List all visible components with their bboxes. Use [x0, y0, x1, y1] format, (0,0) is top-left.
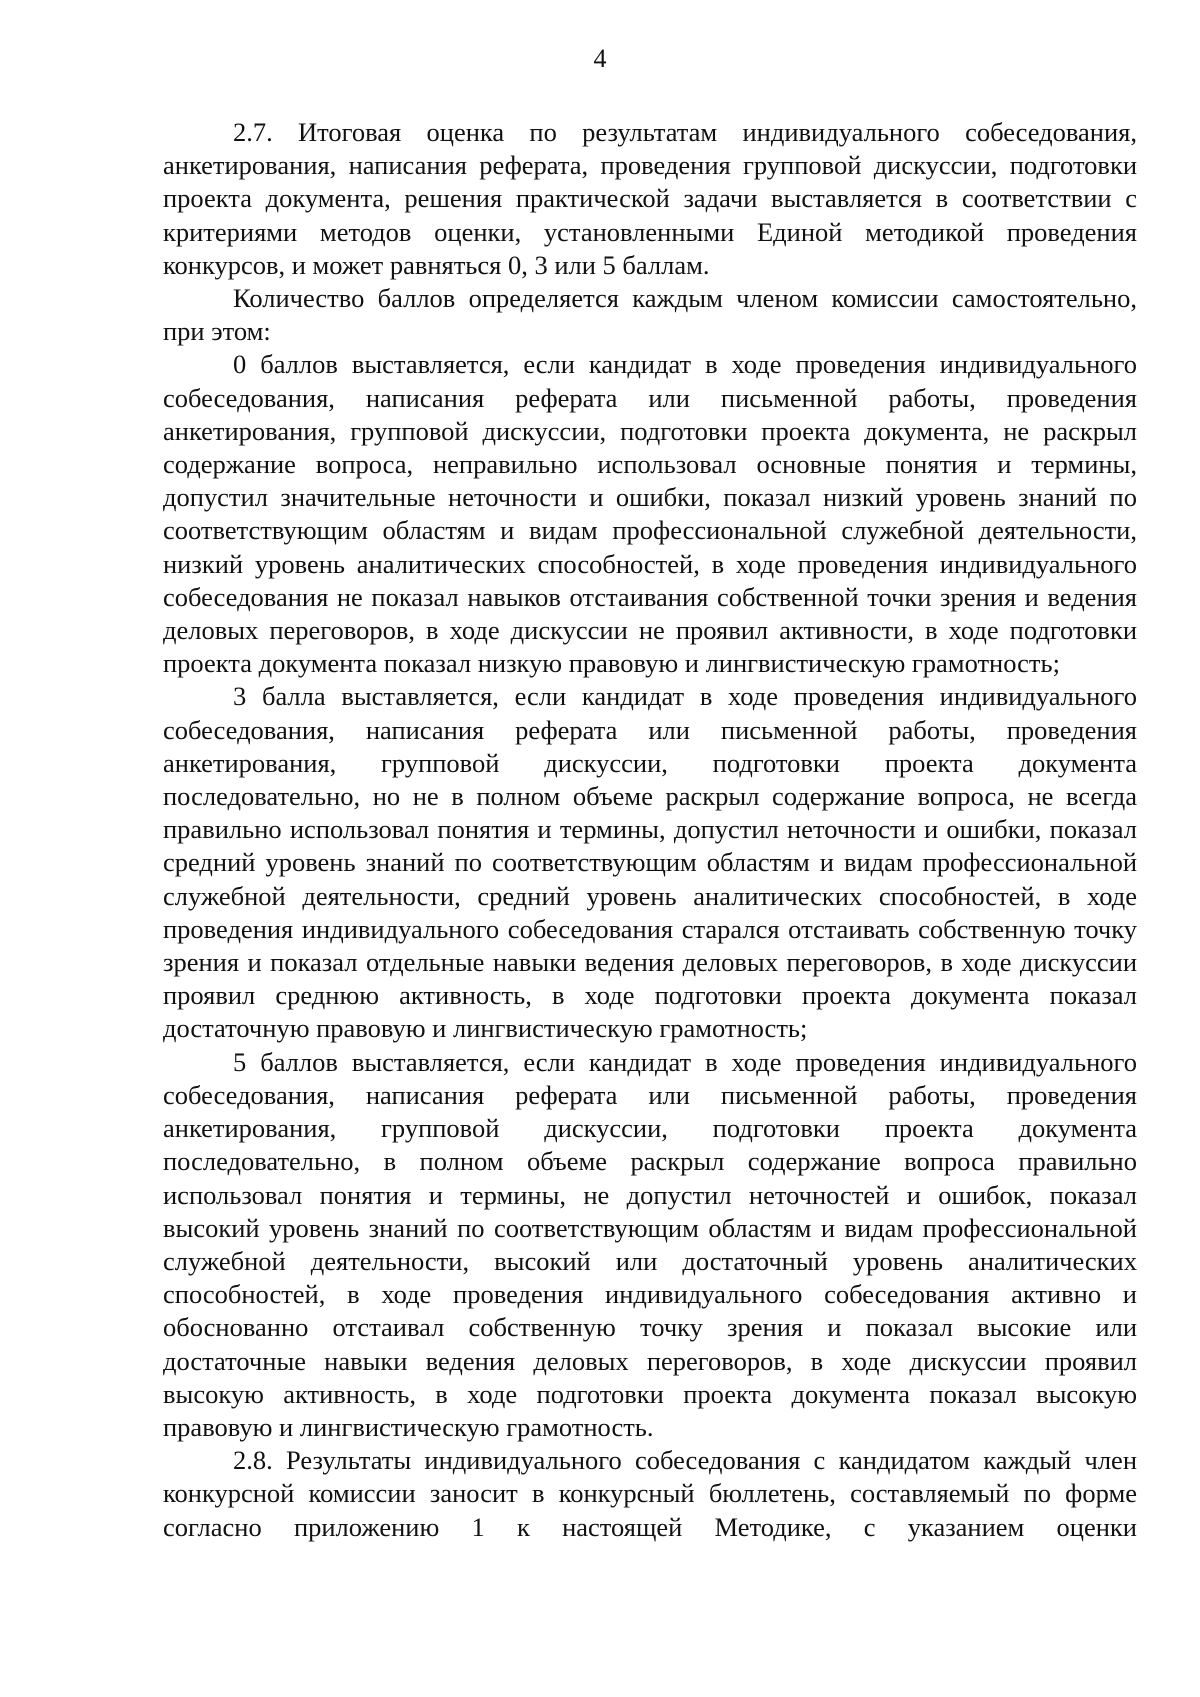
paragraph-2-8: 2.8. Результаты индивидуального собеседования с кандидатом каждый член конкурсной комиссии заносит в конкурсный бюллетень, составляемый по форме согласно приложению 1 к настоящей Методике, с указанием оценки [163, 1445, 1137, 1542]
paragraph-zero-points: 0 баллов выставляется, если кандидат в ходе проведения индивидуального собеседования, написания реферата или письменной работы, проведения анкетирования, групповой дискуссии, подготовки проекта документа, не раскрыл содержание вопроса, неправильно использовал основные понятия и термины, допустил значительные неточности и ошибки, показал низкий уровень знаний по соответствующим областям и видам профессиональной служебной деятельности, низкий уровень аналитических способностей, в ходе проведения индивидуального собеседования не показал навыков отстаивания собственной точки зрения и ведения деловых переговоров, в ходе дискуссии не проявил активности, в ходе подготовки проекта документа показал низкую правовую и лингвистическую грамотность; [163, 349, 1137, 679]
paragraph-five-points: 5 баллов выставляется, если кандидат в ходе проведения индивидуального собеседования, написания реферата или письменной работы, проведения анкетирования, групповой дискуссии, подготовки проекта документа последовательно, в полном объеме раскрыл содержание вопроса правильно использовал понятия и термины, не допустил неточностей и ошибок, показал высокий уровень знаний по соответствующим областям и видам профессиональной служебной деятельности, высокий или достаточный уровень аналитических способностей, в ходе проведения индивидуального собеседования активно и обоснованно отстаивал собственную точку зрения и показал высокие или достаточные навыки ведения деловых переговоров, в ходе дискуссии проявил высокую активность, в ходе подготовки проекта документа показал высокую правовую и лингвистическую грамотность. [163, 1046, 1137, 1442]
page-number: 4 [593, 44, 607, 73]
document-body [163, 116, 1137, 1544]
paragraph-points-intro: Количество баллов определяется каждым членом комиссии самостоятельно, при этом: [163, 283, 1137, 347]
paragraph-three-points: 3 балла выставляется, если кандидат в ходе проведения индивидуального собеседования, написания реферата или письменной работы, проведения анкетирования, групповой дискуссии, подготовки проекта документа последовательно, но не в полном объеме раскрыл содержание вопроса, не всегда правильно использовал понятия и термины, допустил неточности и ошибки, показал средний уровень знаний по соответствующим областям и видам профессиональной служебной деятельности, средний уровень аналитических способностей, в ходе проведения индивидуального собеседования старался отстаивать собственную точку зрения и показал отдельные навыки ведения деловых переговоров, в ходе дискуссии проявил среднюю активность, в ходе подготовки проекта документа показал достаточную правовую и лингвистическую грамотность; [163, 681, 1137, 1044]
paragraph-2-7: 2.7. Итоговая оценка по результатам индивидуального собеседования, анкетирования, написания реферата, проведения групповой дискуссии, подготовки проекта документа, решения практической задачи выставляется в соответствии с критериями методов оценки, установленными Единой методикой проведения конкурсов, и может равняться 0, 3 или 5 баллам. [163, 117, 1137, 280]
